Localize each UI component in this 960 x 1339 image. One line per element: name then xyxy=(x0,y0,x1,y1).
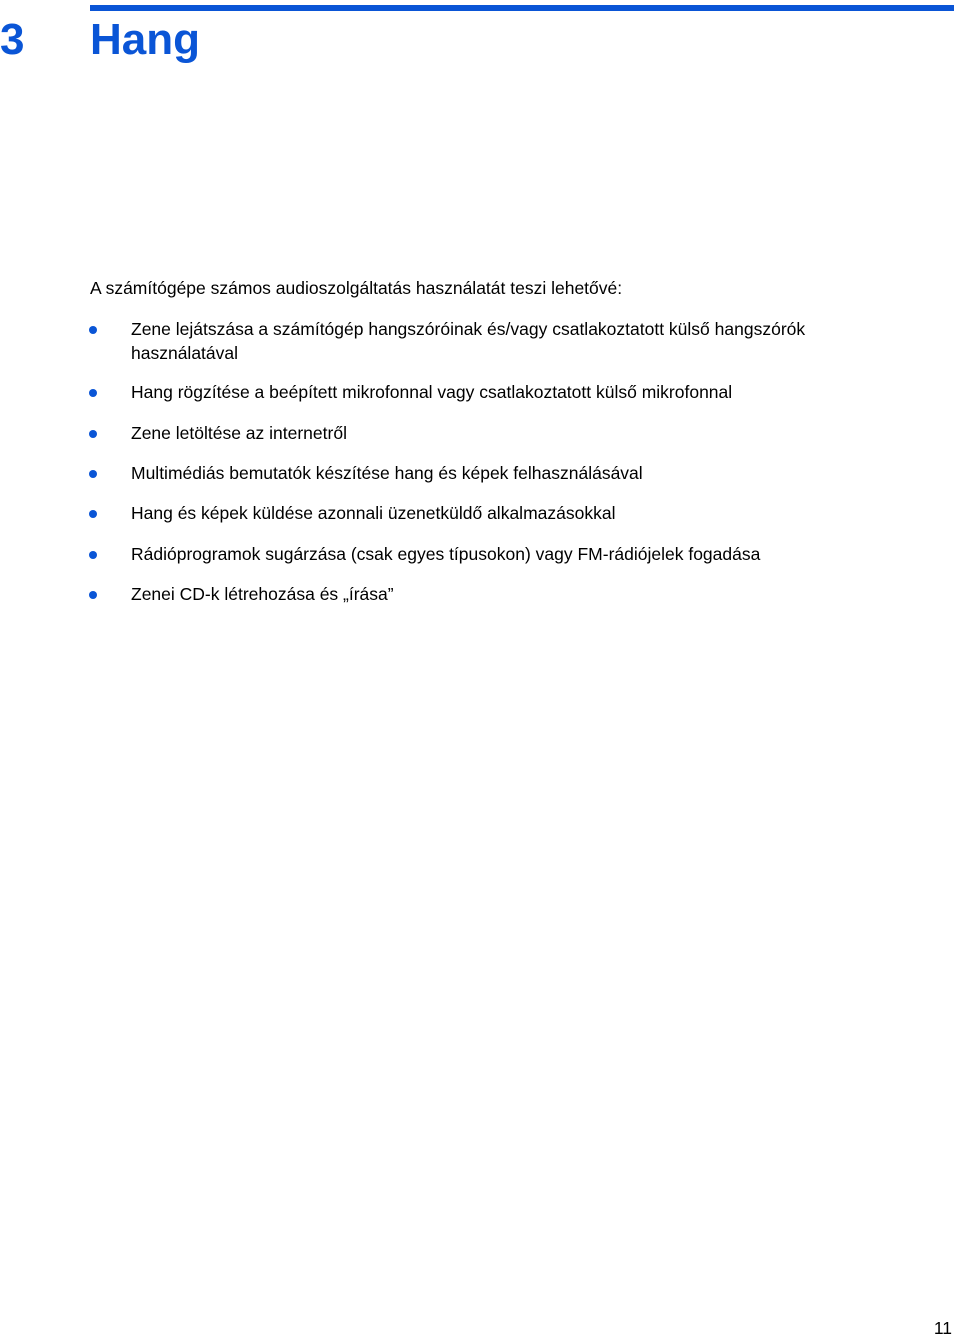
list-item-text: Multimédiás bemutatók készítése hang és képek felhasználásával xyxy=(131,463,643,483)
bullet-dot-icon xyxy=(89,470,97,478)
bullet-dot-icon xyxy=(89,591,97,599)
page-number: 11 xyxy=(933,1318,952,1338)
bullet-dot-icon xyxy=(89,430,97,438)
bullet-dot-icon xyxy=(89,326,97,334)
chapter-top-rule xyxy=(90,5,954,11)
list-item-text: Rádióprogramok sugárzása (csak egyes típusokon) vagy FM-rádiójelek fogadása xyxy=(131,544,761,564)
list-item-text: Hang rögzítése a beépített mikrofonnal vagy csatlakoztatott külső mikrofonnal xyxy=(131,382,733,402)
intro-paragraph: A számítógépe számos audioszolgáltatás használatát teszi lehetővé: xyxy=(90,278,623,298)
bullet-dot-icon xyxy=(89,510,97,518)
chapter-title: Hang xyxy=(90,15,200,64)
list-item-text: Zenei CD-k létrehozása és „írása” xyxy=(131,584,394,604)
chapter-number: 3 xyxy=(0,15,25,64)
list-item-text: Zene letöltése az internetről xyxy=(131,423,347,443)
bullet-dot-icon xyxy=(89,551,97,559)
list-item-text: Hang és képek küldése azonnali üzenetküldő alkalmazásokkal xyxy=(131,503,616,523)
list-item-text: Zene lejátszása a számítógép hangszóróinak és/vagy csatlakoztatott külső hangszórók használatával xyxy=(131,319,806,363)
bullet-dot-icon xyxy=(89,389,97,397)
